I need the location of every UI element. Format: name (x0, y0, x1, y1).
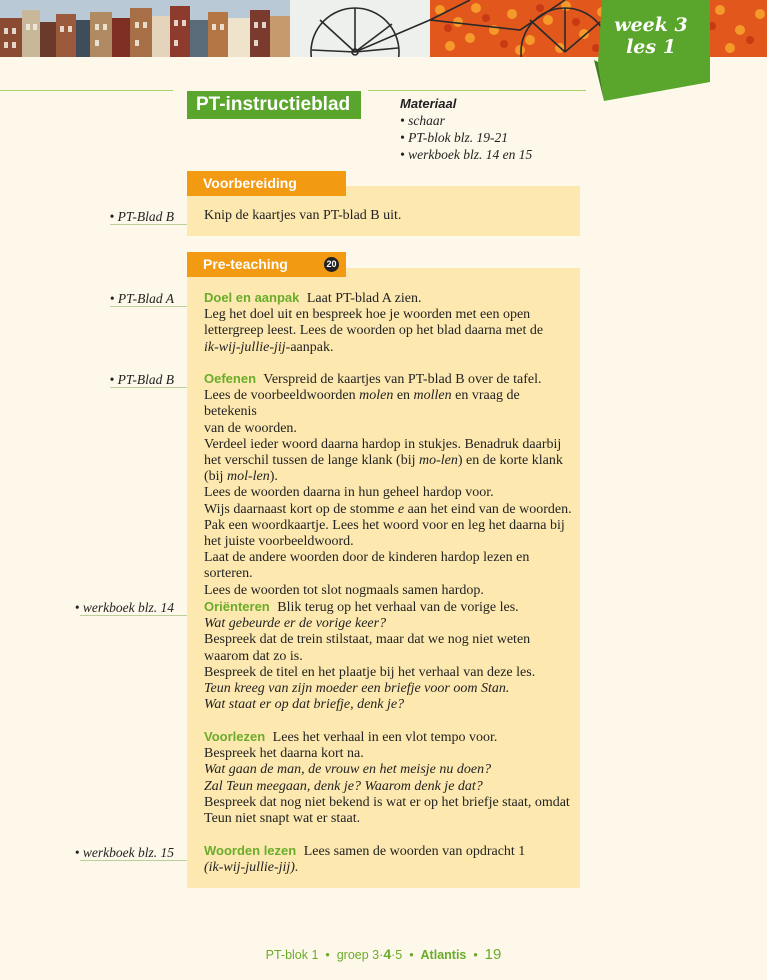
materials-heading: Materiaal (400, 96, 457, 111)
voorlezen-label: Voorlezen (204, 729, 266, 744)
week-lesson-label (594, 14, 708, 58)
doel-block: Doel en aanpak Laat PT-blad A zien. Leg het doel uit en bespreek hoe je woorden met een open lettergreep leest. Lees de woorden op het blad daarna met de ik-wij-jullie-jij-aanpak. (204, 290, 544, 355)
materials-item-workbook: • werkboek blz. 14 en 15 (400, 147, 533, 162)
footer-groep: groep 3·4·5 (336, 946, 403, 962)
footer-blok: PT-blok 1 (265, 948, 319, 962)
woorden-label: Woorden lezen (204, 843, 297, 858)
week-number: week 3 (614, 14, 688, 36)
duration-badge: 20 (324, 257, 339, 272)
preteaching-header (187, 252, 346, 277)
divider-line-left (0, 90, 173, 91)
page-title: PT-instructieblad (187, 91, 361, 119)
side-note-pt-blad-b-1: • PT-Blad B (109, 209, 174, 224)
side-note-line (80, 615, 187, 616)
side-note-pt-blad-b-2: • PT-Blad B (109, 372, 174, 387)
footer-brand: Atlantis (420, 948, 467, 962)
orienteren-label: Oriënteren (204, 599, 270, 614)
preteaching-title: Pre-teaching (203, 256, 288, 272)
page-number: 19 (484, 946, 502, 963)
materials-list (400, 95, 532, 163)
oefenen-label: Oefenen (204, 371, 257, 386)
materials-item-scissors: • schaar (400, 113, 445, 128)
voorbereiding-header: Voorbereiding (187, 171, 346, 196)
side-note-line (80, 860, 187, 861)
side-note-line (110, 306, 187, 307)
side-note-line (110, 387, 187, 388)
oefenen-block: Oefenen Verspreid de kaartjes van PT-blad B over de tafel. Lees de voorbeeldwoorden molen en mollen en vraag de betekenis van de woorden. Verdeel ieder woord daarna hardop in stukjes. Benadruk daarbij het verschil tussen de lange klank (bij mo-len) en de korte klank (bij mol-len). Lees de woorden daarna in hun geheel hardop voor. Wijs daarnaast kort op de stomme e aan het eind van de woorden. Pak een woordkaartje. Lees het woord voor en leg het daarna bij het juiste voorbeeldwoord. Laat de andere woorden door de kinderen hardop lezen en sorteren. Lees de woorden tot slot nogmaals samen hardop. (204, 371, 572, 598)
orienteren-block: Oriënteren Blik terug op het verhaal van de vorige les. Wat gebeurde er de vorige keer? Bespreek dat de trein stilstaat, maar dat we nog niet weten waarom dat zo is. Bespreek de titel en het plaatje bij het verhaal van deze les. Teun kreeg van zijn moeder een briefje voor oom Stan. Wat staat er op dat briefje, denk je? (204, 599, 536, 713)
doel-label: Doel en aanpak (204, 290, 300, 305)
side-note-line (110, 224, 187, 225)
page-footer: PT-blok 1 • groep 3·4·5 • Atlantis • 19 (265, 946, 502, 963)
side-note-pt-blad-a: • PT-Blad A (109, 291, 174, 306)
week-lesson-tab (594, 0, 716, 102)
voorbereiding-text: Knip de kaartjes van PT-blad B uit. (204, 208, 402, 223)
materials-item-ptblok: • PT-blok blz. 19-21 (400, 130, 508, 145)
lesson-number: les 1 (626, 36, 676, 58)
voorlezen-block: Voorlezen Lees het verhaal in een vlot tempo voor. Bespreek het daarna kort na. Wat gaan de man, de vrouw en het meisje nu doen? Zal Teun meegaan, denk je? Waarom denk je dat? Bespreek dat nog niet bekend is wat er op het briefje staat, omdat Teun niet snapt wat er staat. (204, 729, 570, 827)
divider-line-right (368, 90, 586, 91)
side-note-werkboek-15: • werkboek blz. 15 (74, 845, 174, 860)
woorden-block: Woorden lezen Lees samen de woorden van opdracht 1 (ik-wij-jullie-jij). (204, 843, 526, 876)
side-note-werkboek-14: • werkboek blz. 14 (74, 600, 174, 615)
